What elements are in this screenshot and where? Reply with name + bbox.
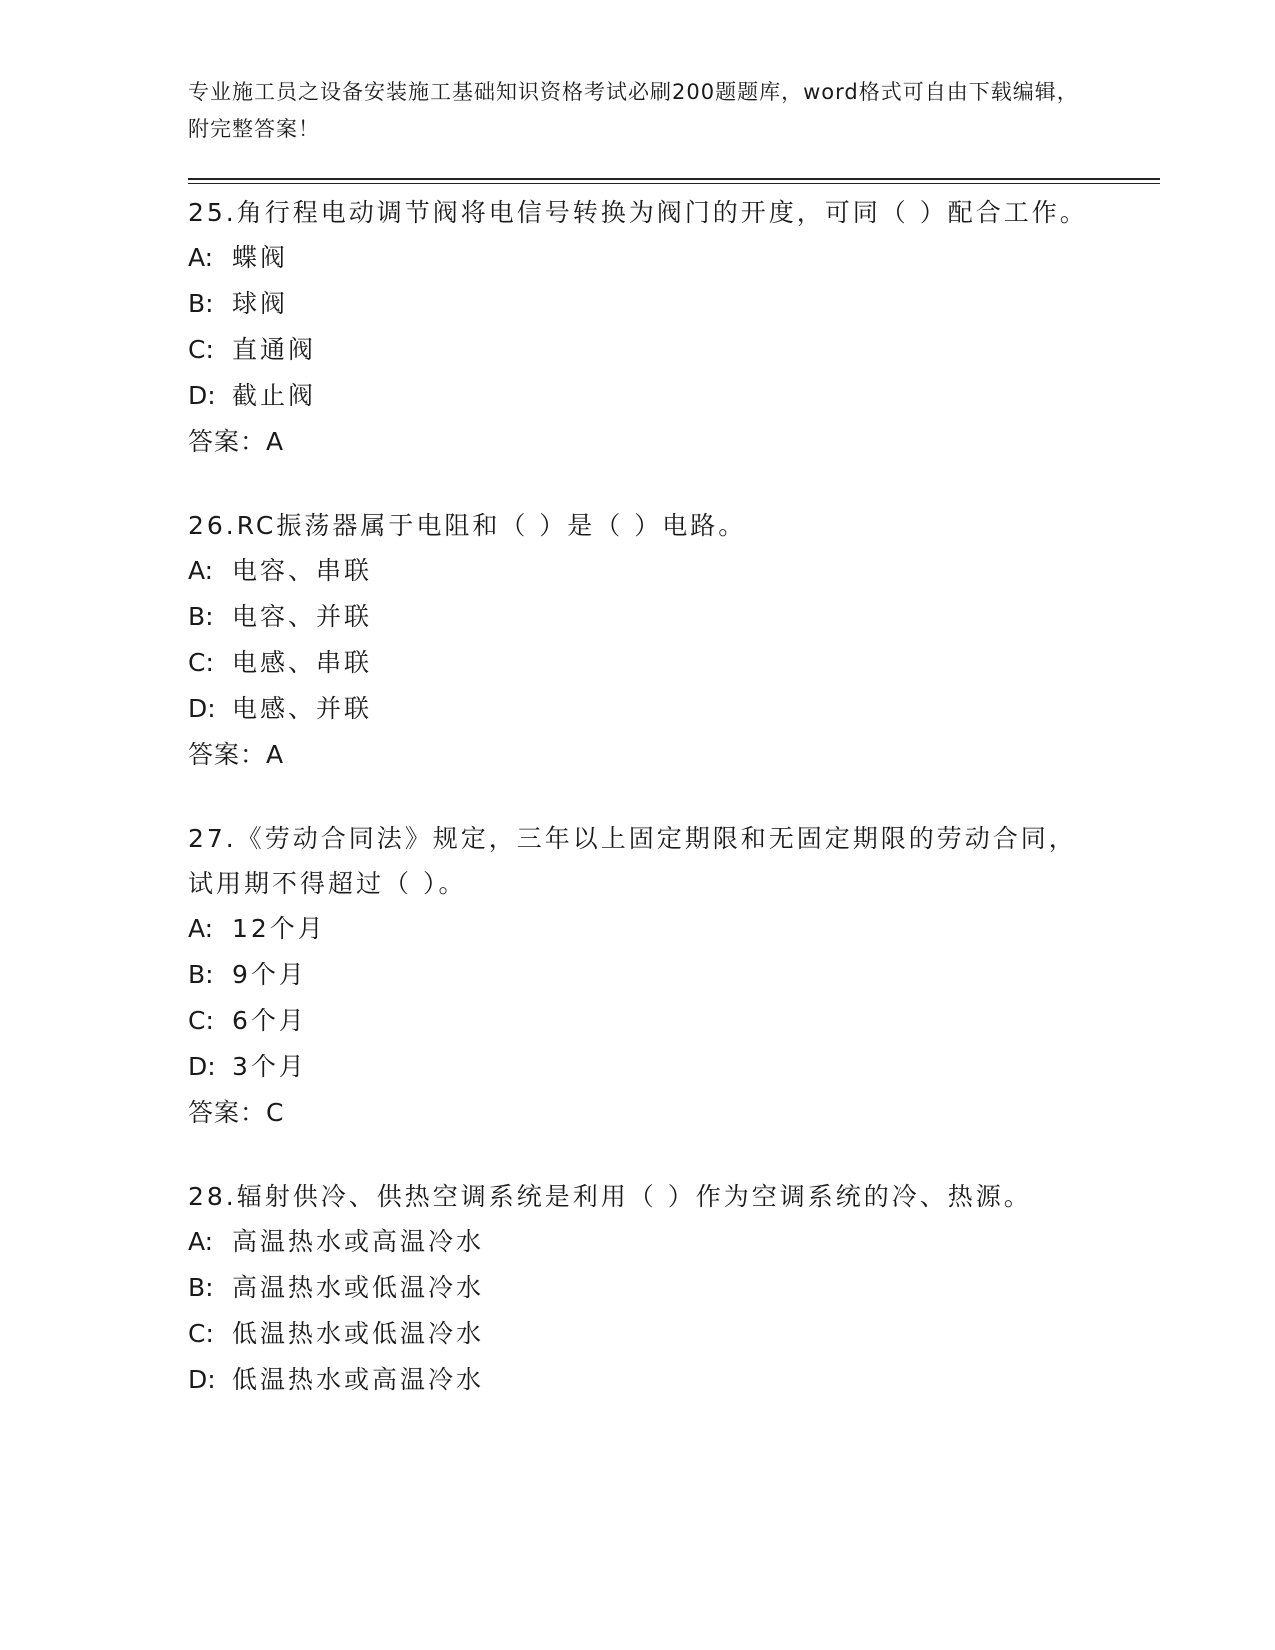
option-d <box>188 1044 1088 1090</box>
option-b <box>188 281 1088 327</box>
option-letter: A: <box>188 243 214 272</box>
option-text: 低温热水或低温冷水 <box>232 1319 485 1348</box>
option-c <box>188 998 1088 1044</box>
option-letter: C: <box>188 1006 214 1035</box>
question-stem: 27.《劳动合同法》规定，三年以上固定期限和无固定期限的劳动合同，试用期不得超过（ ）。 <box>188 824 1077 898</box>
option-b <box>188 952 1088 998</box>
option-letter: B: <box>188 602 214 631</box>
header-divider <box>188 178 1160 184</box>
option-letter: C: <box>188 648 214 677</box>
option-c <box>188 640 1088 686</box>
option-text: 3个月 <box>232 1052 307 1081</box>
option-text: 12个月 <box>232 914 326 943</box>
answer-line: 答案：A <box>188 427 285 456</box>
question-25 <box>188 190 1088 465</box>
answer-line: 答案：A <box>188 740 285 769</box>
option-letter: A: <box>188 556 214 585</box>
option-text: 蝶阀 <box>232 243 289 272</box>
option-letter: B: <box>188 1273 214 1302</box>
option-text: 电容、并联 <box>232 602 373 631</box>
option-text: 9个月 <box>232 960 307 989</box>
option-text: 低温热水或高温冷水 <box>232 1365 485 1394</box>
option-letter: D: <box>188 1365 216 1394</box>
option-text: 高温热水或低温冷水 <box>232 1273 485 1302</box>
option-letter: D: <box>188 694 216 723</box>
option-a <box>188 235 1088 281</box>
option-a <box>188 906 1088 952</box>
question-list <box>188 190 1088 1441</box>
option-letter: C: <box>188 335 214 364</box>
option-text: 截止阀 <box>232 381 317 410</box>
option-text: 电感、并联 <box>232 694 373 723</box>
option-text: 高温热水或高温冷水 <box>232 1227 485 1256</box>
question-stem: 25.角行程电动调节阀将电信号转换为阀门的开度，可同（ ）配合工作。 <box>188 198 1088 227</box>
option-letter: A: <box>188 1227 214 1256</box>
answer-line: 答案：C <box>188 1098 285 1127</box>
option-text: 球阀 <box>232 289 289 318</box>
option-c <box>188 327 1088 373</box>
option-letter: D: <box>188 381 216 410</box>
option-letter: D: <box>188 1052 216 1081</box>
option-text: 直通阀 <box>232 335 317 364</box>
option-text: 电感、串联 <box>232 648 373 677</box>
question-27 <box>188 816 1088 1136</box>
option-letter: A: <box>188 914 214 943</box>
option-b <box>188 1265 1088 1311</box>
option-letter: C: <box>188 1319 214 1348</box>
question-28 <box>188 1174 1088 1403</box>
option-b <box>188 594 1088 640</box>
option-d <box>188 1357 1088 1403</box>
option-letter: B: <box>188 289 214 318</box>
question-stem: 26.RC振荡器属于电阻和（ ）是（ ）电路。 <box>188 511 747 540</box>
option-letter: B: <box>188 960 214 989</box>
question-stem: 28.辐射供冷、供热空调系统是利用（ ）作为空调系统的冷、热源。 <box>188 1182 1032 1211</box>
option-d <box>188 373 1088 419</box>
option-d <box>188 686 1088 732</box>
option-c <box>188 1311 1088 1357</box>
document-header: 专业施工员之设备安装施工基础知识资格考试必刷200题题库，word格式可自由下载编辑，附完整答案！ <box>188 80 1079 141</box>
question-26 <box>188 503 1088 778</box>
option-text: 6个月 <box>232 1006 307 1035</box>
option-a <box>188 1219 1088 1265</box>
option-text: 电容、串联 <box>232 556 373 585</box>
option-a <box>188 548 1088 594</box>
